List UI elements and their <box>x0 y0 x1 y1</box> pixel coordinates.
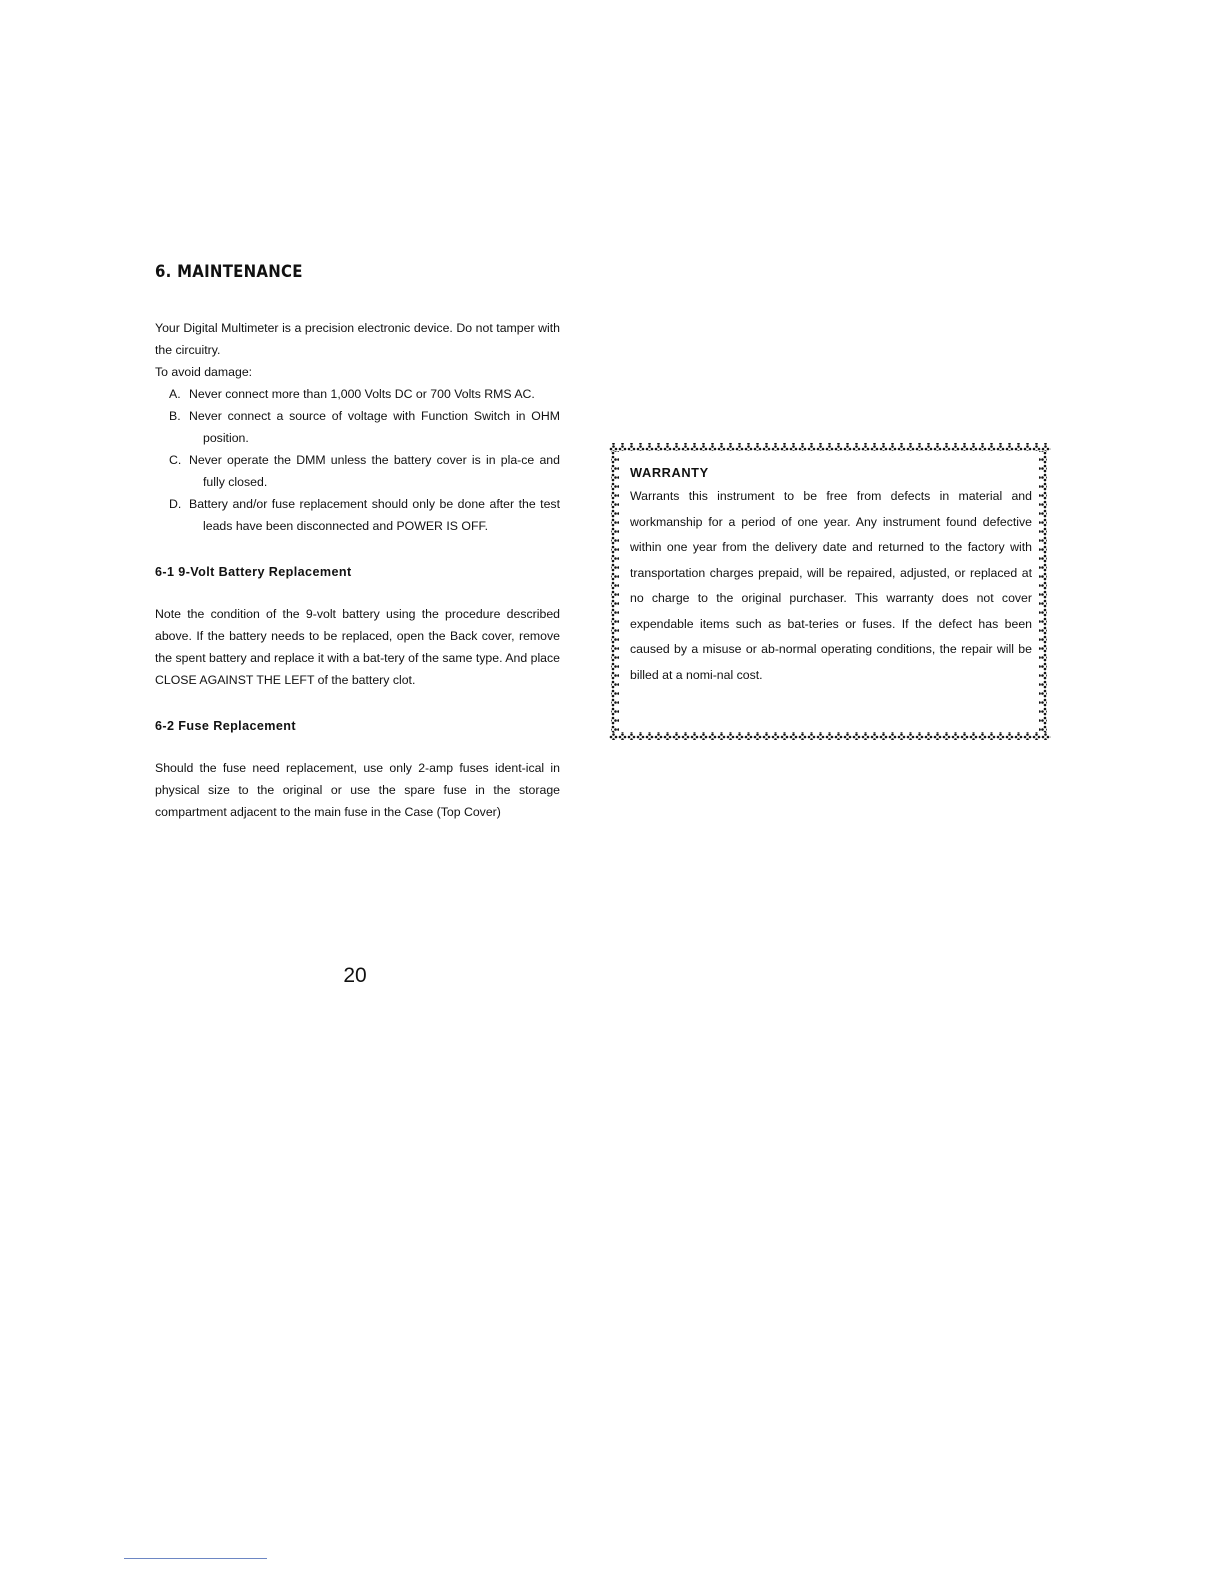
warranty-box <box>609 437 1051 742</box>
list-item <box>155 449 560 493</box>
avoid-damage-label: To avoid damage: <box>155 365 253 379</box>
maintenance-column <box>155 262 560 823</box>
list-item <box>155 383 560 405</box>
footer-rule <box>124 1558 267 1559</box>
precaution-list <box>155 383 560 537</box>
page-number: 20 <box>343 964 367 987</box>
list-item <box>155 493 560 537</box>
fuse-heading: 6-2 Fuse Replacement <box>155 719 296 733</box>
list-item-letter: B. <box>169 409 181 423</box>
fuse-paragraph: Should the fuse need replacement, use only 2-amp fuses ident-ical in physical size to the original or use the spare fuse in the storage compartment adjacent to the main fuse in the Case (Top Cover) <box>155 761 560 819</box>
warranty-content <box>630 465 1032 688</box>
list-item-letter: C. <box>169 453 182 467</box>
battery-paragraph: Note the condition of the 9-volt battery using the procedure described above. If the battery needs to be replaced, open the Back cover, remove the spent battery and replace it with a bat-tery of the same type. And place CLOSE AGAINST THE LEFT of the battery clot. <box>155 607 560 687</box>
list-item-text: Battery and/or fuse replacement should only be done after the test leads have been disconnected and POWER IS OFF. <box>189 497 560 533</box>
section-heading: 6. MAINTENANCE <box>155 262 303 282</box>
battery-heading: 6-1 9-Volt Battery Replacement <box>155 565 352 579</box>
list-item-letter: D. <box>169 497 182 511</box>
warranty-title: WARRANTY <box>630 465 709 480</box>
list-item-text: Never connect a source of voltage with Function Switch in OHM position. <box>189 409 560 445</box>
list-item-letter: A. <box>169 387 181 401</box>
warranty-text: Warrants this instrument to be free from defects in material and workmanship for a period of one year. Any instrument found defective within one year from the delivery date and returned to the factory with transportation charges prepaid, will be repaired, adjusted, or replaced at no charge to the original purchaser. This warranty does not cover expendable items such as bat-teries or fuses. If the defect has been caused by a misuse or ab-normal operating conditions, the repair will be billed at a nomi-nal cost. <box>630 489 1032 682</box>
intro-paragraph: Your Digital Multimeter is a precision electronic device. Do not tamper with the circuitry. <box>155 321 560 357</box>
list-item-text: Never operate the DMM unless the battery cover is in pla-ce and fully closed. <box>189 453 560 489</box>
list-item-text: Never connect more than 1,000 Volts DC or 700 Volts RMS AC. <box>189 387 535 401</box>
list-item <box>155 405 560 449</box>
